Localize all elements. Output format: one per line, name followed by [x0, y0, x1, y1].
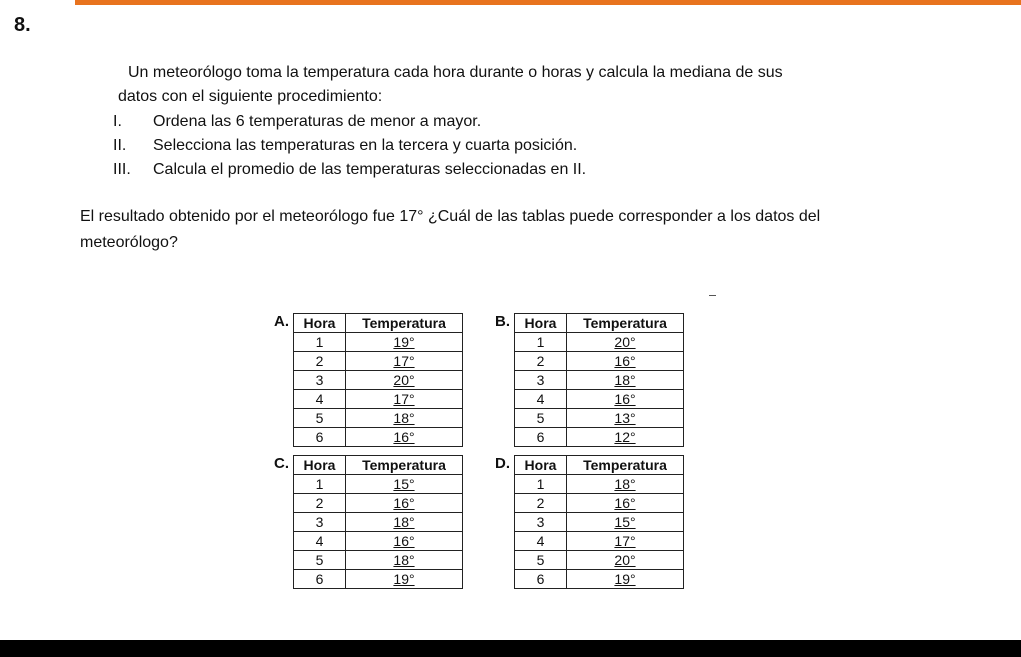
temp-cell: 16°: [567, 390, 684, 409]
question-result-value: 17°: [399, 208, 424, 225]
header-hora: Hora: [294, 314, 346, 333]
temp-cell: 19°: [346, 333, 463, 352]
hora-cell: 1: [515, 475, 567, 494]
header-hora: Hora: [515, 314, 567, 333]
option-d-table: [514, 455, 684, 589]
table-row: [515, 551, 684, 570]
hora-cell: 4: [294, 390, 346, 409]
hora-cell: 3: [515, 371, 567, 390]
table-row: [294, 390, 463, 409]
table-row: [515, 390, 684, 409]
header-hora: Hora: [515, 456, 567, 475]
option-b-table: [514, 313, 684, 447]
hora-cell: 5: [294, 551, 346, 570]
option-a[interactable]: [274, 313, 463, 447]
top-accent-gap: [0, 0, 75, 5]
hora-cell: 1: [294, 333, 346, 352]
table-row: [294, 428, 463, 447]
step-number: I.: [113, 113, 122, 130]
question-text-part2: ¿Cuál de las tablas puede corresponder a los datos del meteorólogo?: [80, 208, 821, 251]
table-row: [515, 494, 684, 513]
header-temperatura: Temperatura: [346, 314, 463, 333]
temp-cell: 18°: [567, 475, 684, 494]
bottom-black-bar: [0, 640, 1021, 657]
table-row: [294, 333, 463, 352]
option-letter: A.: [274, 313, 289, 330]
temp-cell: 16°: [346, 428, 463, 447]
question-prompt: [80, 204, 900, 256]
table-row: [515, 570, 684, 589]
temp-cell: 18°: [346, 409, 463, 428]
option-letter: C.: [274, 455, 289, 472]
header-temperatura: Temperatura: [346, 456, 463, 475]
header-temperatura: Temperatura: [567, 456, 684, 475]
table-row: [294, 513, 463, 532]
temp-cell: 17°: [346, 390, 463, 409]
table-row: [515, 428, 684, 447]
option-c[interactable]: [274, 455, 463, 589]
hora-cell: 3: [294, 371, 346, 390]
temp-cell: 16°: [567, 494, 684, 513]
hora-cell: 2: [515, 494, 567, 513]
top-accent-bar: [0, 0, 1021, 5]
hora-cell: 6: [294, 428, 346, 447]
hora-cell: 2: [515, 352, 567, 371]
temp-cell: 16°: [346, 532, 463, 551]
table-row: [515, 409, 684, 428]
hora-cell: 6: [294, 570, 346, 589]
temp-cell: 16°: [567, 352, 684, 371]
temp-cell: 18°: [346, 551, 463, 570]
temp-cell: 18°: [567, 371, 684, 390]
temp-cell: 20°: [567, 551, 684, 570]
temp-cell: 20°: [346, 371, 463, 390]
hora-cell: 5: [515, 551, 567, 570]
option-b[interactable]: [495, 313, 684, 447]
header-temperatura: Temperatura: [567, 314, 684, 333]
temp-cell: 15°: [567, 513, 684, 532]
option-c-table: [293, 455, 463, 589]
table-row: [515, 513, 684, 532]
temp-cell: 17°: [346, 352, 463, 371]
table-row: [515, 352, 684, 371]
temp-cell: 15°: [346, 475, 463, 494]
question-number: 8.: [14, 14, 31, 36]
option-letter: D.: [495, 455, 510, 472]
table-row: [294, 494, 463, 513]
intro-line-2: datos con el siguiente procedimiento:: [118, 88, 383, 105]
table-row: [515, 333, 684, 352]
step-number: III.: [113, 161, 131, 178]
step-text: Selecciona las temperaturas en la tercera y cuarta posición.: [153, 137, 578, 154]
table-row: [294, 352, 463, 371]
hora-cell: 4: [515, 532, 567, 551]
hora-cell: 6: [515, 570, 567, 589]
table-row: [294, 409, 463, 428]
temp-cell: 19°: [346, 570, 463, 589]
table-row: [515, 475, 684, 494]
table-row: [515, 371, 684, 390]
hora-cell: 2: [294, 494, 346, 513]
temp-cell: 13°: [567, 409, 684, 428]
hora-cell: 1: [515, 333, 567, 352]
hora-cell: 4: [294, 532, 346, 551]
hora-cell: 3: [294, 513, 346, 532]
option-letter: B.: [495, 313, 510, 330]
table-row: [294, 532, 463, 551]
hora-cell: 1: [294, 475, 346, 494]
hora-cell: 5: [515, 409, 567, 428]
hora-cell: 2: [294, 352, 346, 371]
temp-cell: 17°: [567, 532, 684, 551]
stray-mark: [709, 295, 716, 296]
step-text: Calcula el promedio de las temperaturas seleccionadas en II.: [153, 161, 587, 178]
hora-cell: 5: [294, 409, 346, 428]
temp-cell: 12°: [567, 428, 684, 447]
hora-cell: 3: [515, 513, 567, 532]
table-row: [294, 371, 463, 390]
temp-cell: 16°: [346, 494, 463, 513]
hora-cell: 4: [515, 390, 567, 409]
option-d[interactable]: [495, 455, 684, 589]
temp-cell: 19°: [567, 570, 684, 589]
intro-line-1: Un meteorólogo toma la temperatura cada hora durante o horas y calcula la mediana de sus: [128, 64, 783, 81]
hora-cell: 6: [515, 428, 567, 447]
question-text-part1: El resultado obtenido por el meteorólogo fue: [80, 208, 400, 225]
table-row: [515, 532, 684, 551]
option-a-table: [293, 313, 463, 447]
temp-cell: 18°: [346, 513, 463, 532]
step-text: Ordena las 6 temperaturas de menor a mayor.: [153, 113, 482, 130]
problem-intro: [118, 61, 888, 109]
step-number: II.: [113, 137, 127, 154]
header-hora: Hora: [294, 456, 346, 475]
temp-cell: 20°: [567, 333, 684, 352]
table-row: [294, 475, 463, 494]
table-row: [294, 551, 463, 570]
table-row: [294, 570, 463, 589]
